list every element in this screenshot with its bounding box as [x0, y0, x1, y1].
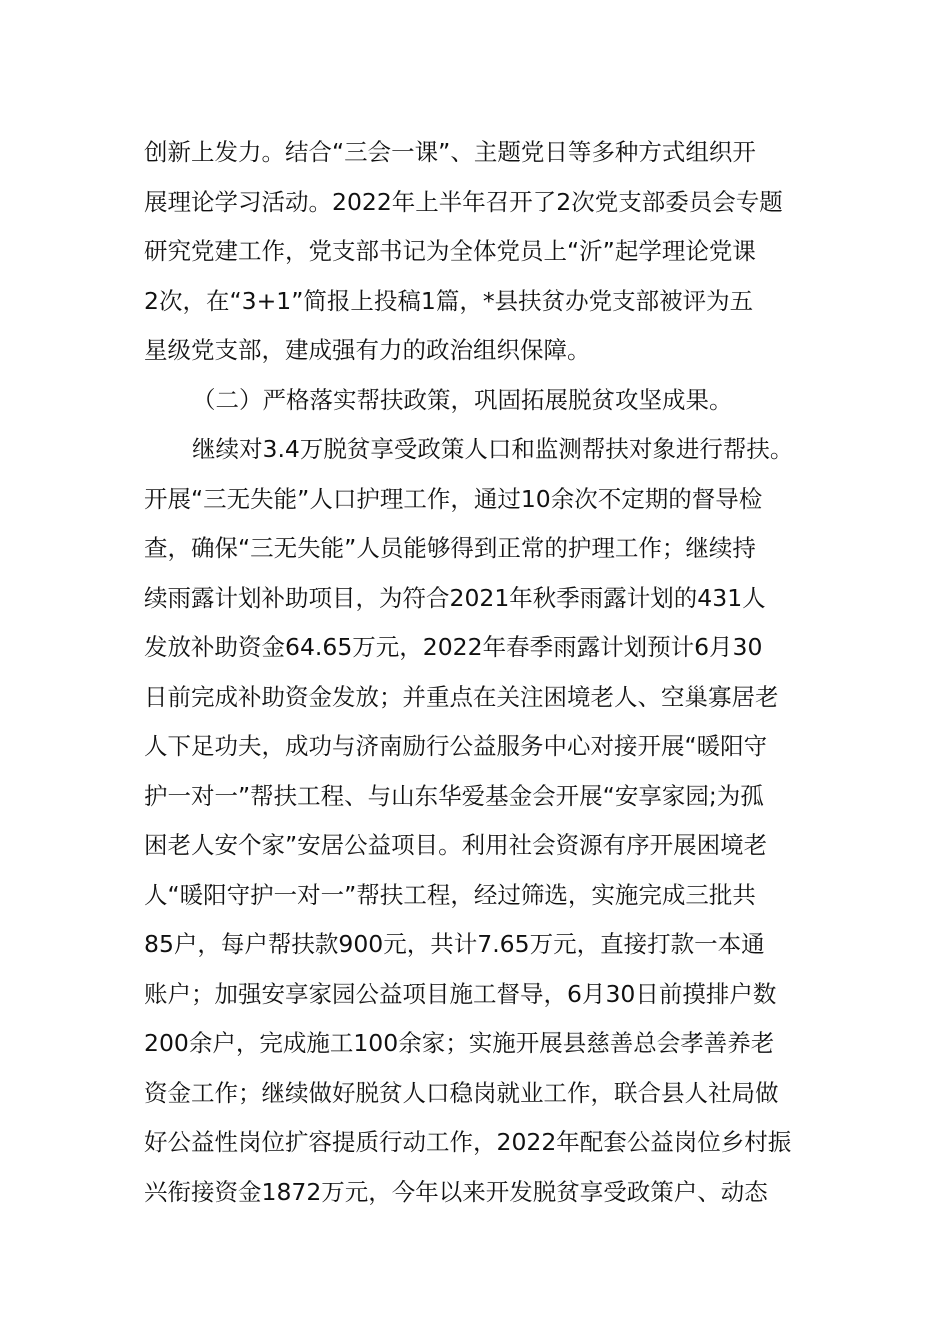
text-line: 兴衔接资金1872万元，今年以来开发脱贫享受政策户、动态 [144, 1177, 768, 1206]
text-line: 展理论学习活动。2022年上半年召开了2次党支部委员会专题 [144, 187, 783, 216]
text-line: 查，确保“三无失能”人员能够得到正常的护理工作；继续持 [144, 534, 756, 562]
text-line: 200余户，完成施工100余家；实施开展县慈善总会孝善养老 [144, 1029, 775, 1057]
text-line: 护一对一”帮扶工程、与山东华爱基金会开展“安享家园;为孤 [144, 781, 764, 810]
text-line: 星级党支部，建成强有力的政治组织保障。 [144, 336, 591, 364]
body-text [144, 128, 844, 1217]
text-line: 创新上发力。结合“三会一课”、主题党日等多种方式组织开 [144, 138, 756, 166]
text-line: 85户，每户帮扶款900元，共计7.65万元，直接打款一本通 [144, 930, 765, 958]
text-line: 困老人安个家”安居公益项目。利用社会资源有序开展困境老 [144, 831, 768, 859]
text-line: 2次，在“3+1”简报上投稿1篇，*县扶贫办党支部被评为五 [144, 286, 754, 315]
text-line: 日前完成补助资金发放；并重点在关注困境老人、空巢寡居老 [144, 682, 779, 711]
text-line: 续雨露计划补助项目，为符合2021年秋季雨露计划的431人 [144, 583, 766, 612]
text-line: 资金工作；继续做好脱贫人口稳岗就业工作，联合县人社局做 [144, 1078, 779, 1107]
text-line: 发放补助资金64.65万元，2022年春季雨露计划预计6月30 [144, 633, 763, 661]
paragraph-first-line: 继续对3.4万脱贫享受政策人口和监测帮扶对象进行帮扶。 [192, 435, 794, 463]
text-line: 开展“三无失能”人口护理工作，通过10余次不定期的督导检 [144, 484, 763, 513]
text-line: 账户；加强安享家园公益项目施工督导，6月30日前摸排户数 [144, 979, 777, 1008]
text-line: 人下足功夫，成功与济南励行公益服务中心对接开展“暖阳守 [144, 732, 768, 760]
section-heading: （二）严格落实帮扶政策，巩固拓展脱贫攻坚成果。 [192, 385, 733, 414]
text-line: 好公益性岗位扩容提质行动工作，2022年配套公益岗位乡村振 [144, 1128, 792, 1156]
text-line: 研究党建工作，党支部书记为全体党员上“沂”起学理论党课 [144, 237, 756, 265]
text-line: 人“暖阳守护一对一”帮扶工程，经过筛选，实施完成三批共 [144, 880, 756, 909]
